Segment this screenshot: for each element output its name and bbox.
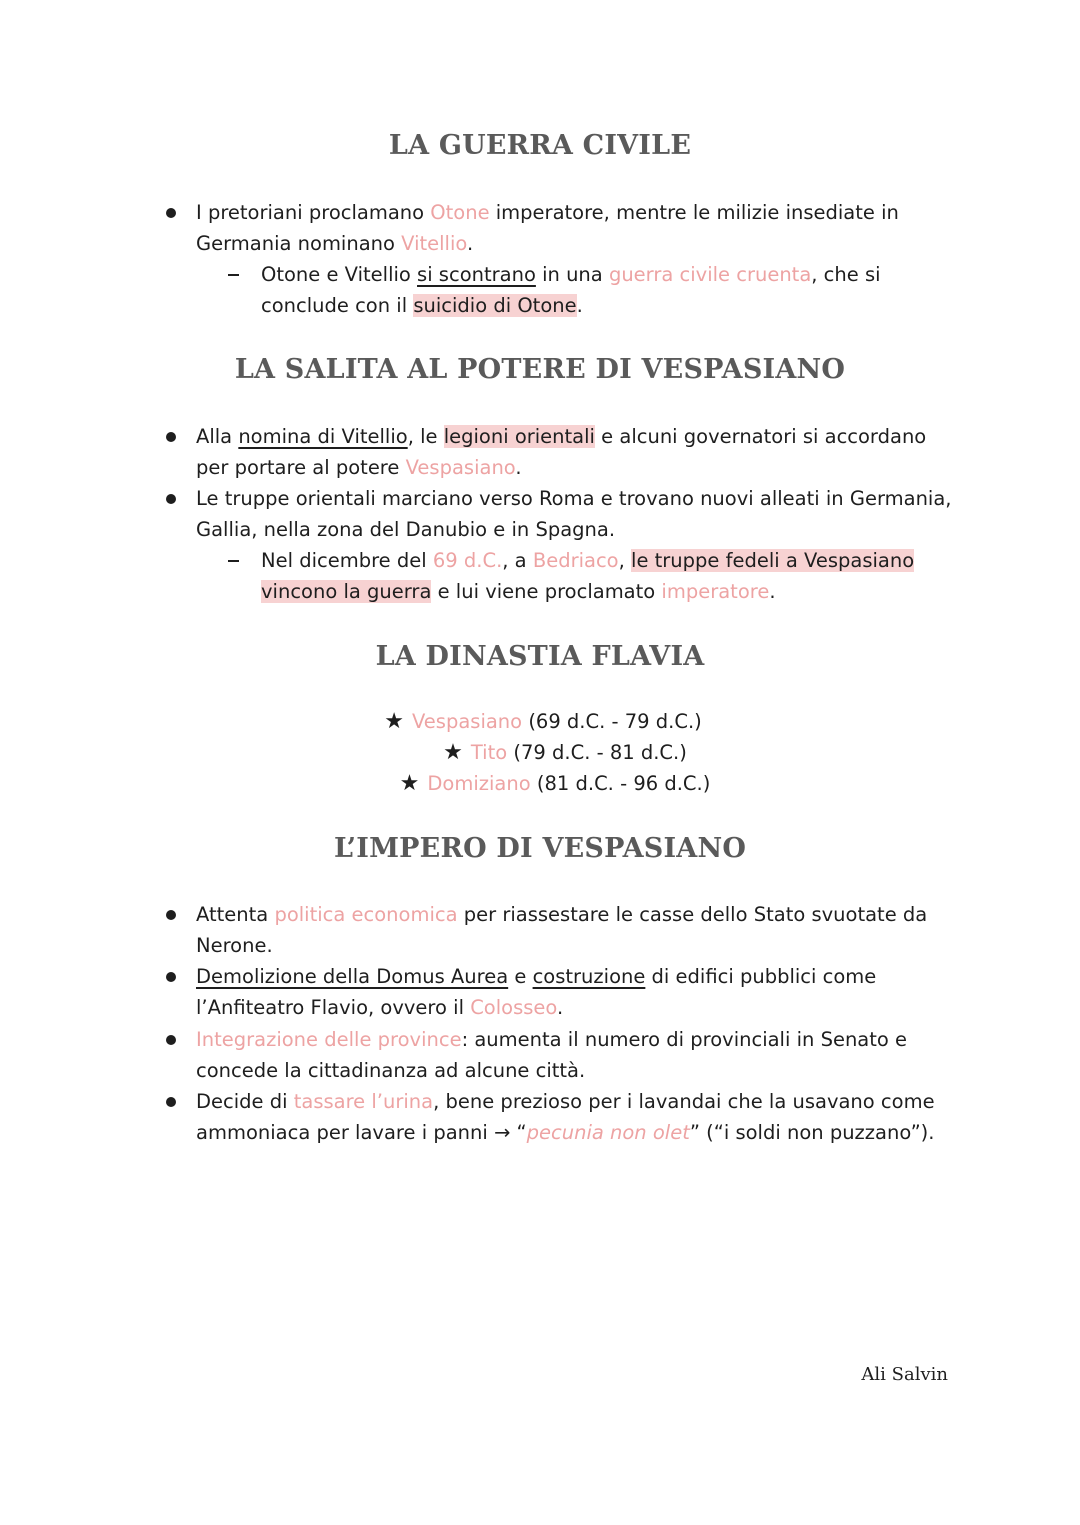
paragraph-pretoriani: I pretoriani proclamano Otone imperatore, mentre le milizie insediate in Germania nominano Vitellio. bbox=[196, 201, 899, 255]
paragraph-scontro: Otone e Vitellio si scontrano in una guerra civile cruenta, che si conclude con il suicidio di Otone. bbox=[261, 263, 881, 317]
emperor-item-domiziano: ★ Domiziano (81 d.C. - 96 d.C.) bbox=[399, 771, 711, 796]
paragraph-tassa-urina: Decide di tassare l’urina, bene prezioso per i lavandai che la usavano come ammoniaca per lavare i panni → “pecunia non olet” (“i soldi non puzzano”). bbox=[196, 1090, 935, 1144]
star-icon: ★ bbox=[384, 709, 404, 734]
paragraph-bedriaco: Nel dicembre del 69 d.C., a Bedriaco, le truppe fedeli a Vespasiano vincono la guerra e lui viene proclamato imperatore. bbox=[261, 549, 915, 603]
heading-guerra-civile: LA GUERRA CIVILE bbox=[388, 130, 692, 161]
heading-dinastia-flavia: LA DINASTIA FLAVIA bbox=[375, 641, 705, 672]
paragraph-domus-aurea: Demolizione della Domus Aurea e costruzione di edifici pubblici come l’Anfiteatro Flavio, ovvero il Colosseo. bbox=[196, 965, 877, 1019]
paragraph-politica-economica: Attenta politica economica per riassestare le casse dello Stato svuotate da Nerone. bbox=[196, 903, 928, 957]
star-icon: ★ bbox=[399, 771, 420, 796]
star-icon: ★ bbox=[443, 740, 463, 765]
sub-bullet-dash bbox=[228, 560, 239, 562]
bullet-dot bbox=[166, 494, 176, 504]
sub-bullet-dash bbox=[228, 274, 239, 276]
heading-salita-al-potere: LA SALITA AL POTERE DI VESPASIANO bbox=[234, 354, 846, 385]
emperor-item-vespasiano: ★ Vespasiano (69 d.C. - 79 d.C.) bbox=[384, 709, 702, 734]
bullet-dot bbox=[166, 432, 176, 442]
bullet-dot bbox=[166, 910, 176, 920]
author-signature: Ali Salvin bbox=[861, 1364, 948, 1385]
heading-impero-vespasiano: L’IMPERO DI VESPASIANO bbox=[333, 833, 747, 864]
paragraph-integrazione: Integrazione delle province: aumenta il numero di provinciali in Senato e concede la cittadinanza ad alcune città. bbox=[196, 1028, 908, 1082]
paragraph-nomina: Alla nomina di Vitellio, le legioni orientali e alcuni governatori si accordano per portare al potere Vespasiano. bbox=[196, 425, 927, 479]
emperor-item-tito: ★ Tito (79 d.C. - 81 d.C.) bbox=[443, 740, 687, 765]
bullet-dot bbox=[166, 1097, 176, 1107]
paragraph-truppe-orientali: Le truppe orientali marciano verso Roma e trovano nuovi alleati in Germania, Gallia, nella zona del Danubio e in Spagna. bbox=[196, 487, 952, 541]
bullet-dot bbox=[166, 208, 176, 218]
bullet-dot bbox=[166, 972, 176, 982]
bullet-dot bbox=[166, 1035, 176, 1045]
